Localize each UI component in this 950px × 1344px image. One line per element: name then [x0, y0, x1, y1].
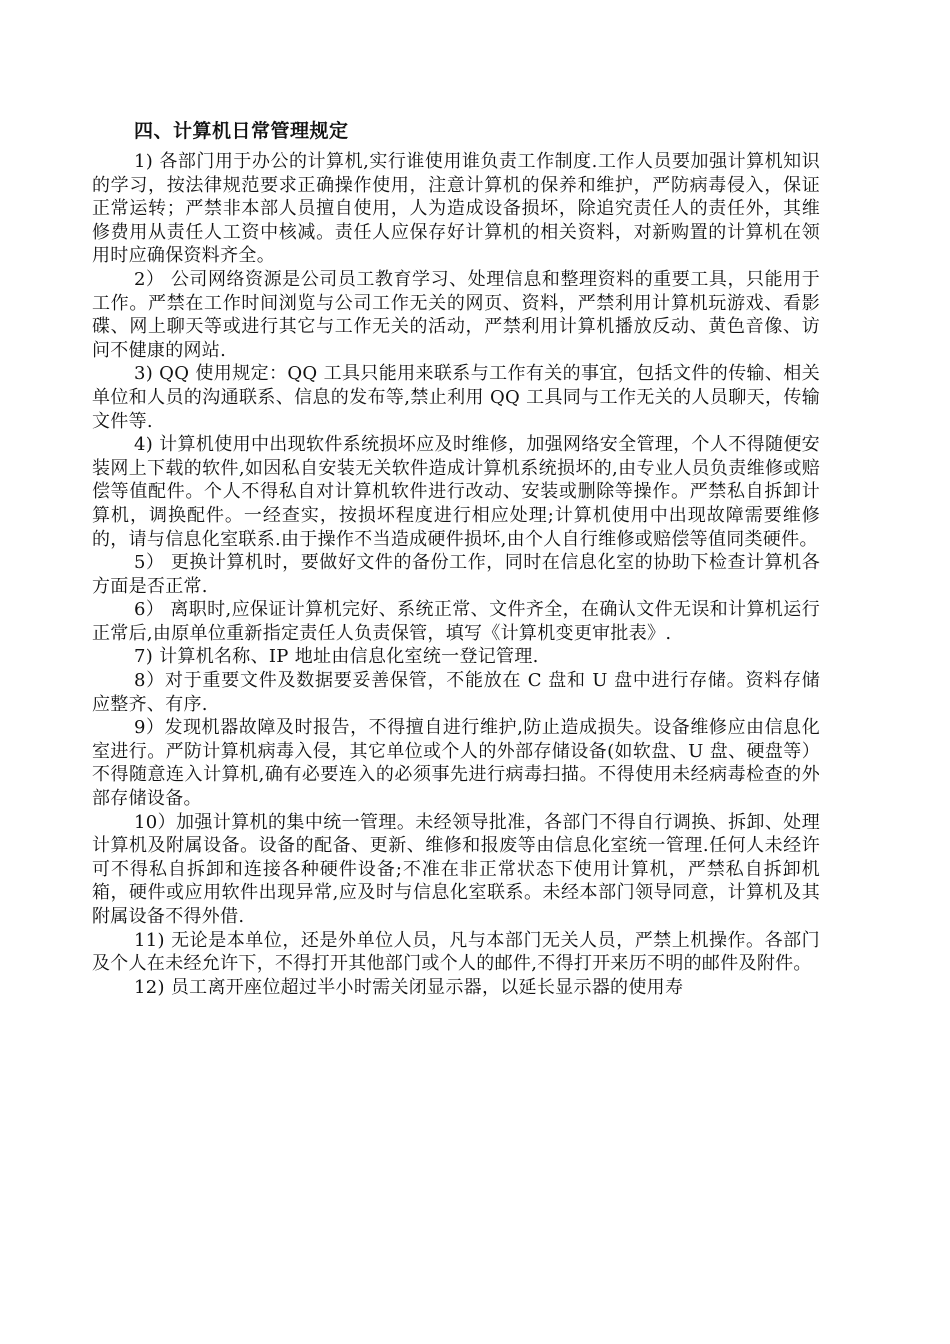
- paragraph-10: 10）加强计算机的集中统一管理。未经领导批准，各部门不得自行调换、拆卸、处理计算机及附属设备。设备的配备、更新、维修和报废等由信息化室统一管理.任何人未经许可不得私自拆卸和连接各种硬件设备;不准在非正常状态下使用计算机，严禁私自拆卸机箱，硬件或应用软件出现异常,应及时与信息化室联系。未经本部门领导同意，计算机及其附属设备不得外借.: [92, 811, 820, 927]
- paragraph-12: 12) 员工离开座位超过半小时需关闭显示器，以延长显示器的使用寿: [134, 976, 684, 998]
- paragraph-2: 2） 公司网络资源是公司员工教育学习、处理信息和整理资料的重要工具，只能用于工作。严禁在工作时间浏览与公司工作无关的网页、资料，严禁利用计算机玩游戏、看影碟、网上聊天等或进行其它与工作无关的活动，严禁利用计算机播放反动、黄色音像、访问不健康的网站.: [92, 268, 820, 361]
- paragraph-5: 5） 更换计算机时，要做好文件的备份工作，同时在信息化室的协助下检查计算机各方面是否正常.: [92, 552, 820, 597]
- paragraph-4: 4) 计算机使用中出现软件系统损坏应及时维修，加强网络安全管理，个人不得随便安装网上下载的软件,如因私自安装无关软件造成计算机系统损坏的,由专业人员负责维修或赔偿等值配件。个人不得私自对计算机软件进行改动、安装或删除等操作。严禁私自拆卸计算机，调换配件。一经查实，按损坏程度进行相应处理;计算机使用中出现故障需要维修的，请与信息化室联系.由于操作不当造成硬件损坏,由个人自行维修或赔偿等值同类硬件。: [92, 434, 820, 550]
- paragraph-9: 9）发现机器故障及时报告，不得擅自进行维护,防止造成损失。设备维修应由信息化室进行。严防计算机病毒入侵，其它单位或个人的外部存储设备(如软盘、U 盘、硬盘等）不得随意连入计算机,确有必要连入的必须事先进行病毒扫描。不得使用未经病毒检查的外部存储设备。: [92, 717, 820, 810]
- paragraph-11: 11) 无论是本单位，还是外单位人员，凡与本部门无关人员，严禁上机操作。各部门及个人在未经允许下，不得打开其他部门或个人的邮件,不得打开来历不明的邮件及附件。: [92, 929, 820, 975]
- paragraph-7: 7) 计算机名称、IP 地址由信息化室统一登记管理.: [134, 646, 539, 668]
- paragraph-8: 8）对于重要文件及数据要妥善保管，不能放在 C 盘和 U 盘中进行存储。资料存储应整齐、有序.: [92, 670, 820, 715]
- paragraph-6: 6） 离职时,应保证计算机完好、系统正常、文件齐全，在确认文件无误和计算机运行正常后,由原单位重新指定责任人负责保管，填写《计算机变更审批表》.: [92, 599, 820, 644]
- paragraph-3: 3) QQ 使用规定：QQ 工具只能用来联系与工作有关的事宜，包括文件的传输、相关单位和人员的沟通联系、信息的发布等,禁止利用 QQ 工具同与工作无关的人员聊天，传输文件等.: [92, 363, 820, 432]
- paragraph-1: 1) 各部门用于办公的计算机,实行谁使用谁负责工作制度.工作人员要加强计算机知识的学习，按法律规范要求正确操作使用，注意计算机的保养和维护，严防病毒侵入，保证正常运转；严禁非本部人员擅自使用，人为造成设备损坏，除追究责任人的责任外，其维修费用从责任人工资中核减。责任人应保存好计算机的相关资料，对新购置的计算机在领用时应确保资料齐全。: [92, 151, 820, 267]
- document-page: [92, 118, 820, 999]
- section-heading: 四、计算机日常管理规定: [134, 120, 349, 142]
